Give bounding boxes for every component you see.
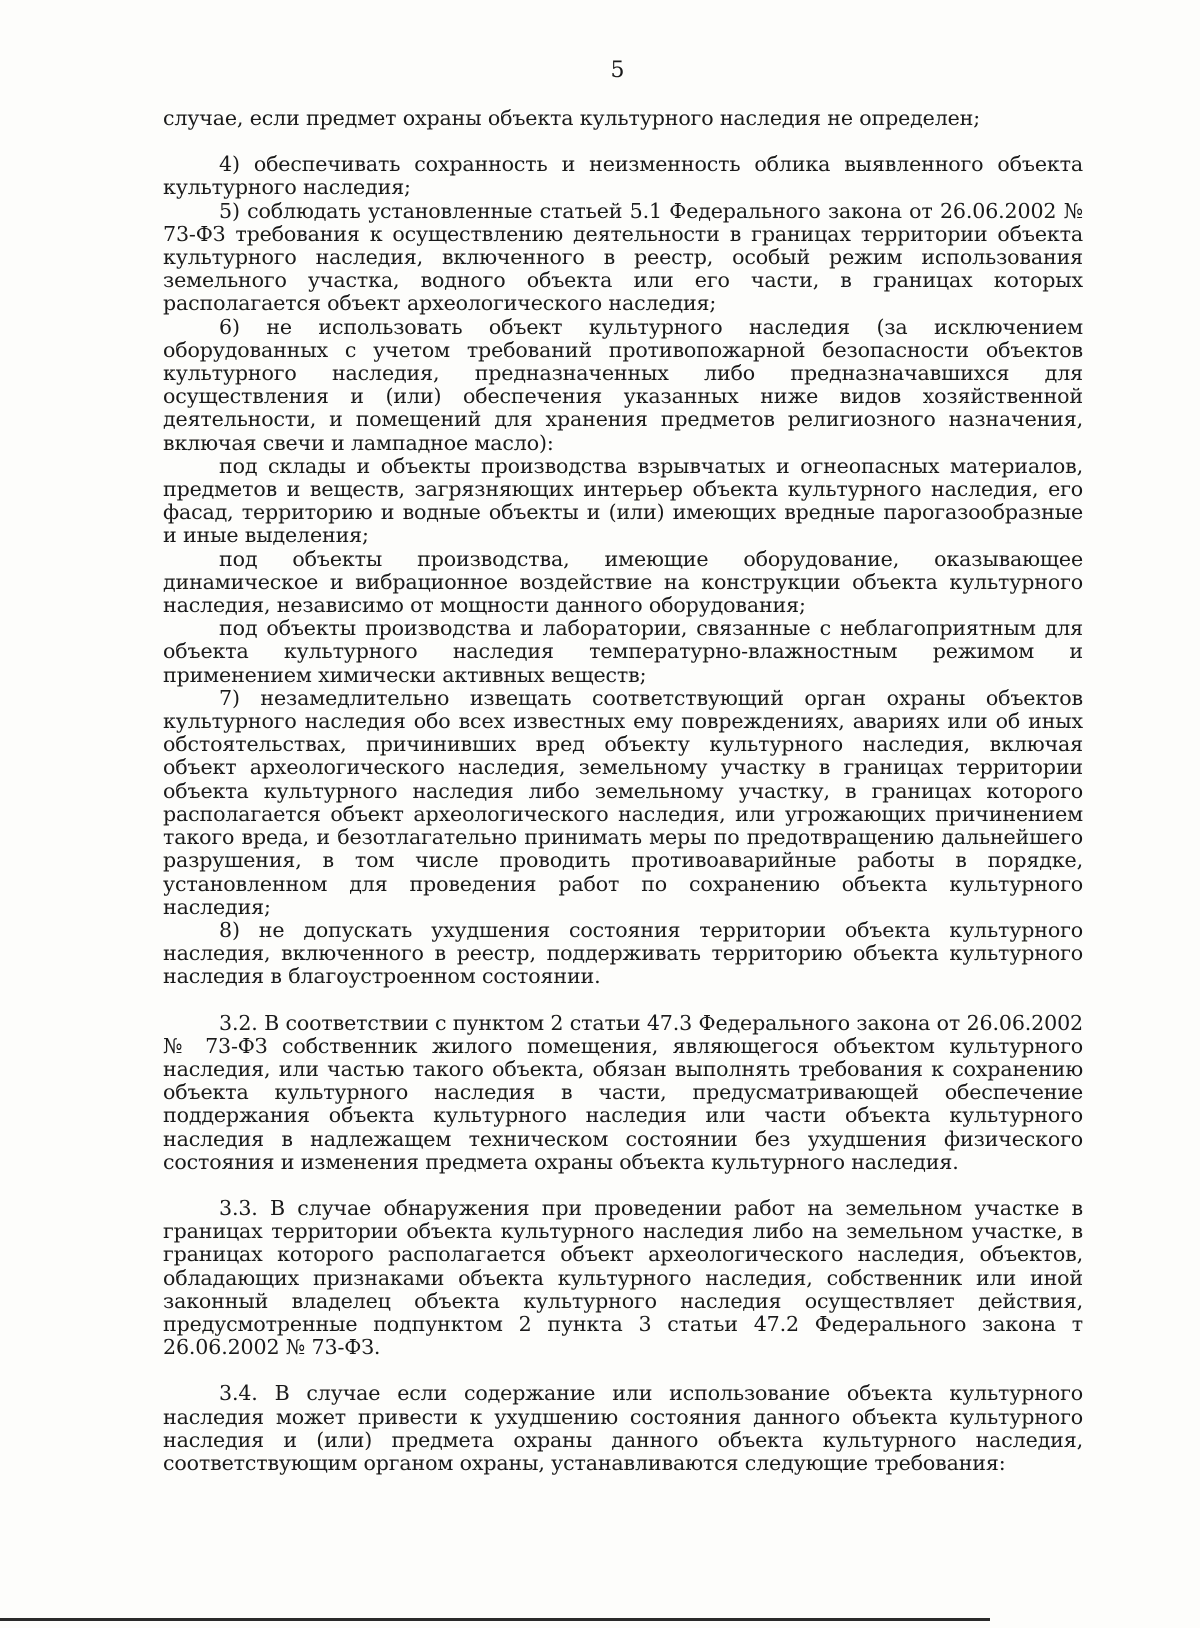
paragraph-section-3-2: 3.2. В соответствии с пунктом 2 статьи 47.3 Федерального закона от 26.06.2002 № 73-ФЗ собственник жилого помещения, являющегося объектом культурного наследия, или частью такого объекта, обязан выполнять требования к сохранению объекта культурного наследия в части, предусматривающей обеспечение поддержания объекта культурного наследия или части объекта культурного наследия в надлежащем техническом состоянии без ухудшения физического состояния и изменения предмета охраны объекта культурного наследия. — [163, 1010, 1083, 1174]
paragraph-section-3-3: 3.3. В случае обнаружения при проведении работ на земельном участке в границах территории объекта культурного наследия либо на земельном участке, в границах которого располагается объект археологического наследия, объектов, обладающих признаками объекта культурного наследия, собственник или иной законный владелец объекта культурного наследия осуществляет действия, предусмотренные подпунктом 2 пункта 3 статьи 47.2 Федерального закона т 26.06.2002 № 73-ФЗ. — [163, 1195, 1083, 1360]
paragraph-item-6-sub-2: под объекты производства, имеющие оборудование, оказывающее динамическое и вибрационное воздействие на конструкции объекта культурного наследия, независимо от мощности данного оборудования; — [163, 546, 1083, 618]
paragraph-item-7: 7) незамедлительно извещать соответствующий орган охраны объектов культурного наследия обо всех известных ему повреждениях, авариях или об иных обстоятельствах, причинивших вред объекту культурного наследия, включая объект археологического наследия, земельному участку в границах территории объекта культурного наследия либо земельному участку, в границах которого располагается объект археологического наследия, или угрожающих причинением такого вреда, и безотлагательно принимать меры по предотвращению дальнейшего разрушения, в том числе проводить противоаварийные работы в порядке, установленном для проведения работ по сохранению объекта культурного наследия; — [163, 685, 1083, 919]
paragraph-item-5: 5) соблюдать установленные статьей 5.1 Федерального закона от 26.06.2002 № 73-ФЗ требования к осуществлению деятельности в границах территории объекта культурного наследия, включенного в реестр, особый режим использования земельного участка, водного объекта или его части, в границах которых располагается объект археологического наследия; — [163, 198, 1083, 316]
paragraph-item-6-sub-1: под склады и объекты производства взрывчатых и огнеопасных материалов, предметов и веществ, загрязняющих интерьер объекта культурного наследия, его фасад, территорию и водные объекты и (или) имеющих вредные парогазообразные и иные выделения; — [163, 453, 1083, 548]
bottom-rule — [0, 1618, 990, 1621]
page-number: 5 — [610, 58, 625, 83]
document-body — [163, 107, 1083, 1475]
paragraph-continuation: случае, если предмет охраны объекта культурного наследия не определен; — [163, 106, 981, 130]
paragraph-section-3-4: 3.4. В случае если содержание или использование объекта культурного наследия может привести к ухудшению состояния данного объекта культурного наследия и (или) предмета охраны данного объекта культурного наследия, соответствующим органом охраны, устанавливаются следующие требования: — [163, 1381, 1083, 1475]
paragraph-item-6-sub-3: под объекты производства и лаборатории, связанные с неблагоприятным для объекта культурного наследия температурно-влажностным режимом и применением химически активных веществ; — [163, 616, 1083, 687]
paragraph-item-8: 8) не допускать ухудшения состояния территории объекта культурного наследия, включенного в реестр, поддерживать территорию объекта культурного наследия в благоустроенном состоянии. — [163, 917, 1083, 989]
paragraph-item-6: 6) не использовать объект культурного наследия (за исключением оборудованных с учетом требований противопожарной безопасности объектов культурного наследия, предназначенных либо предназначавшихся для осуществления и (или) обеспечения указанных ниже видов хозяйственной деятельности, и помещений для хранения предметов религиозного назначения, включая свечи и лампадное масло): — [163, 314, 1083, 455]
paragraph-item-4: 4) обеспечивать сохранность и неизменность облика выявленного объекта культурного наследия; — [163, 152, 1083, 200]
